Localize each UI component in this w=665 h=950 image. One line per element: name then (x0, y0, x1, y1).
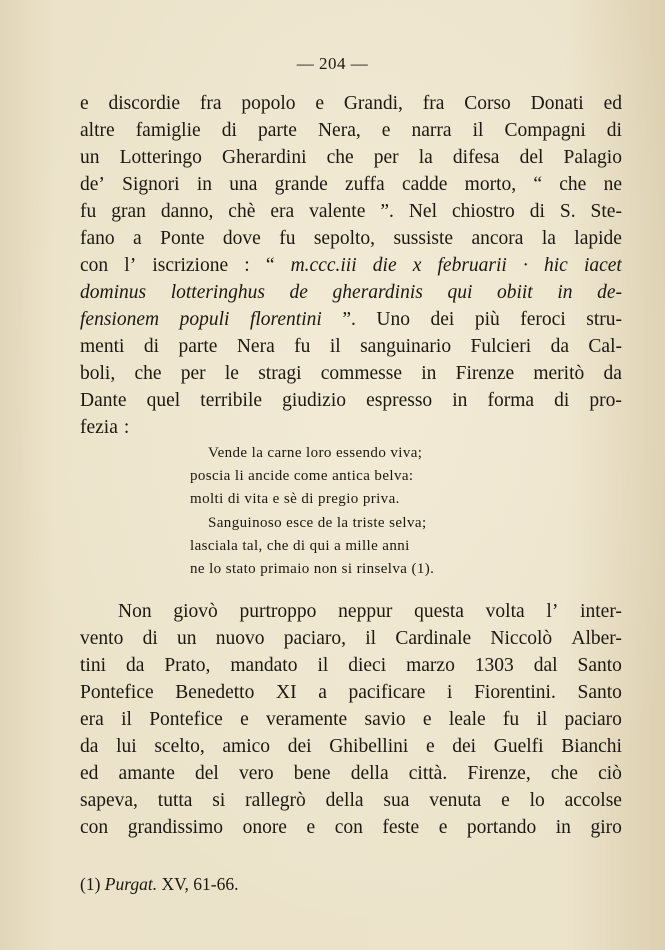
footnote (80, 874, 238, 895)
word: con (334, 817, 363, 838)
word: Corso (464, 93, 511, 114)
word: Pontefice (80, 682, 154, 703)
word: populi (179, 309, 230, 330)
word: parte (257, 120, 297, 141)
word: un (80, 147, 100, 168)
word: februarii (437, 255, 507, 276)
word: portando (466, 817, 537, 838)
text-line (80, 598, 622, 625)
word: qui (447, 282, 473, 303)
word: fu (502, 709, 520, 730)
word: S. (559, 201, 576, 222)
text-line (80, 225, 622, 252)
word: e (381, 120, 391, 141)
text-line (80, 306, 622, 333)
word: dieci (348, 655, 387, 676)
word: feroci (520, 309, 566, 330)
text-line (80, 706, 622, 733)
word: · (522, 255, 528, 276)
word: fra (199, 93, 222, 114)
word: menti (80, 336, 125, 357)
word: di (606, 120, 622, 141)
word: rallegrò (245, 790, 306, 811)
word: sua (383, 790, 410, 811)
word: espresso (366, 390, 433, 411)
verse-line: lasciala tal, che di qui a mille anni (190, 537, 410, 554)
word: inter- (580, 601, 622, 622)
word: pacificare (348, 682, 426, 703)
text-line (80, 414, 622, 441)
word: in (452, 390, 468, 411)
word: stru- (586, 309, 622, 330)
text-line (80, 171, 622, 198)
word: era (80, 709, 104, 730)
word: Guelfi (493, 736, 544, 757)
word: e (438, 817, 448, 838)
word: Nera, (317, 120, 361, 141)
word: i (447, 682, 453, 703)
word: “ (533, 174, 543, 195)
text-line (80, 198, 622, 225)
word: neppur (338, 601, 393, 622)
word: e (422, 709, 432, 730)
word: ”. (342, 309, 356, 330)
word: fezia (80, 417, 118, 438)
text-line (80, 814, 622, 841)
word: de (289, 282, 308, 303)
word: dei (452, 736, 477, 757)
word: narra (411, 120, 452, 141)
verse-quotation (190, 442, 530, 581)
word: veramente (266, 709, 348, 730)
word: ancora (471, 228, 524, 249)
word: Grandi, (343, 93, 403, 114)
word: meritò (533, 363, 585, 384)
word: della (325, 790, 364, 811)
verse-line: Sanguinoso esce de la triste selva; (208, 514, 427, 531)
word: accolse (564, 790, 622, 811)
word: e (425, 736, 435, 757)
footnote-marker: (1) (80, 874, 101, 894)
word: Cardinale (395, 628, 472, 649)
word: marzo (406, 655, 455, 676)
word: questa (414, 601, 464, 622)
word: Nel (408, 201, 437, 222)
text-line (80, 760, 622, 787)
text-line (80, 90, 622, 117)
word: da (80, 736, 99, 757)
footnote-location: XV, 61-66. (161, 874, 239, 894)
word: dal (533, 655, 558, 676)
word: con (80, 255, 109, 276)
word: di (143, 336, 160, 357)
text-line (80, 733, 622, 760)
word: da (603, 363, 622, 384)
word: gherardinis (332, 282, 423, 303)
word: feste (382, 817, 420, 838)
word: giudizio (282, 390, 347, 411)
word: ne (603, 174, 622, 195)
text-line (80, 144, 622, 171)
word: onore (242, 817, 287, 838)
text-line (80, 387, 622, 414)
word: in (196, 174, 213, 195)
word: a (133, 228, 142, 249)
verse-line: molti di vita e sè di pregio priva. (190, 491, 400, 508)
word: Cal- (588, 336, 622, 357)
word: una (229, 174, 258, 195)
word: iscrizione (152, 255, 229, 276)
word: Alber- (571, 628, 622, 649)
word: e (80, 93, 89, 114)
word: in (555, 817, 571, 838)
word: si (212, 790, 226, 811)
word: stragi (258, 363, 302, 384)
word: lo (529, 790, 545, 811)
word: commesse (320, 363, 402, 384)
word: la (541, 228, 556, 249)
word: e (306, 817, 316, 838)
word: fra (422, 93, 445, 114)
word: del (195, 763, 219, 784)
word: ciò (598, 763, 622, 784)
word: dei (430, 309, 455, 330)
word: sepolto, (313, 228, 376, 249)
word: volta (485, 601, 525, 622)
word: de- (597, 282, 622, 303)
word: per (373, 147, 399, 168)
word: in (557, 282, 573, 303)
word: che (559, 174, 587, 195)
word: Fulcieri (470, 336, 532, 357)
word: Ste- (590, 201, 622, 222)
word: Pontefice (149, 709, 223, 730)
word: iacet (583, 255, 622, 276)
word: il (317, 655, 329, 676)
word: il (472, 120, 484, 141)
word: XI (275, 682, 297, 703)
text-line (80, 679, 622, 706)
word: giovò (173, 601, 218, 622)
word: ed (603, 93, 622, 114)
word: m.ccc.iii (290, 255, 357, 276)
word: vero (238, 763, 274, 784)
word: amico (222, 736, 271, 757)
word: de’ (80, 174, 105, 195)
text-line (80, 279, 622, 306)
word: da (550, 336, 569, 357)
paragraph-1 (80, 90, 622, 441)
word: altre (80, 120, 115, 141)
word: fano (80, 228, 115, 249)
word: Firenze, (467, 763, 531, 784)
word: morto, (464, 174, 517, 195)
word: più (474, 309, 500, 330)
word: di (221, 120, 237, 141)
text-line (80, 787, 622, 814)
word: Ponte (160, 228, 205, 249)
word: obiit (496, 282, 533, 303)
word: era (270, 201, 295, 222)
word: 1303 (474, 655, 514, 676)
word: chè (228, 201, 256, 222)
word: Lotteringo (119, 147, 202, 168)
word: il (536, 709, 548, 730)
word: Signori (122, 174, 180, 195)
word: che (550, 763, 578, 784)
word: die (372, 255, 397, 276)
word: Ghibellini (329, 736, 409, 757)
word: che (326, 147, 354, 168)
word: Nera (236, 336, 275, 357)
word: dominus (80, 282, 147, 303)
verse-line: ne lo stato primaio non si rinselva (1). (190, 560, 435, 577)
text-line (80, 252, 622, 279)
word: gran (111, 201, 146, 222)
word: lotteringhus (170, 282, 265, 303)
word: lapide (574, 228, 622, 249)
word: Fiorentini. (474, 682, 556, 703)
word: popolo (241, 93, 296, 114)
word: savio (364, 709, 406, 730)
word: discordie (108, 93, 180, 114)
word: con (80, 817, 109, 838)
word: grande (274, 174, 328, 195)
word: Firenze (455, 363, 515, 384)
word: e (240, 709, 249, 730)
word: grandissimo (127, 817, 224, 838)
word: in (421, 363, 437, 384)
word: Compagni (504, 120, 586, 141)
word: parte (178, 336, 218, 357)
word: tutta (157, 790, 193, 811)
text-line (80, 333, 622, 360)
word: fensionem (80, 309, 160, 330)
word: e (501, 790, 510, 811)
word: Donati (530, 93, 584, 114)
word: x (412, 255, 422, 276)
word: leale (448, 709, 486, 730)
word: Palagio (563, 147, 622, 168)
word: Non (118, 601, 152, 622)
text-line (80, 625, 622, 652)
footnote-reference: Purgat. (104, 874, 158, 894)
word: il (365, 628, 377, 649)
word: di (142, 628, 158, 649)
word: venuta (429, 790, 482, 811)
word: boli, (80, 363, 116, 384)
word: dove (222, 228, 261, 249)
word: chiostro (451, 201, 515, 222)
text-line (80, 117, 622, 144)
word: Uno (376, 309, 410, 330)
word: e (315, 93, 324, 114)
word: a (318, 682, 327, 703)
word: : (123, 417, 130, 438)
word: forma (487, 390, 535, 411)
word: della (350, 763, 389, 784)
word: il (329, 336, 341, 357)
word: Gherardini (222, 147, 307, 168)
text-line (80, 360, 622, 387)
word: scelto, (154, 736, 205, 757)
word: danno, (160, 201, 214, 222)
word: Santo (577, 682, 622, 703)
word: : (244, 255, 250, 276)
word: Benedetto (175, 682, 255, 703)
word: “ (265, 255, 275, 276)
word: fu (294, 336, 311, 357)
word: valente (309, 201, 366, 222)
word: paciaro (564, 709, 622, 730)
verse-line: Vende la carne loro essendo viva; (208, 445, 423, 461)
word: ed (80, 763, 99, 784)
word: la (418, 147, 433, 168)
word: ”. (380, 201, 394, 222)
word: quel (146, 390, 181, 411)
word: l’ (124, 255, 137, 276)
word: sanguinario (360, 336, 452, 357)
word: città. (408, 763, 448, 784)
word: di (554, 390, 570, 411)
word: fu (279, 228, 296, 249)
word: Dante (80, 390, 127, 411)
word: nuovo (215, 628, 265, 649)
word: pro- (589, 390, 622, 411)
word: famiglie (135, 120, 201, 141)
word: mandato (230, 655, 298, 676)
word: bene (293, 763, 331, 784)
word: per (180, 363, 206, 384)
word: sussiste (393, 228, 454, 249)
word: un (177, 628, 197, 649)
word: Bianchi (561, 736, 622, 757)
word: florentini (249, 309, 322, 330)
word: del (519, 147, 544, 168)
word: di (529, 201, 545, 222)
word: tini (80, 655, 107, 676)
word: Niccolò (490, 628, 553, 649)
word: purtroppo (239, 601, 317, 622)
text-line (80, 652, 622, 679)
paragraph-2 (80, 598, 622, 841)
word: difesa (452, 147, 500, 168)
word: amante (118, 763, 175, 784)
word: fu (80, 201, 97, 222)
word: sapeva, (80, 790, 138, 811)
word: hic (543, 255, 568, 276)
word: le (224, 363, 239, 384)
word: Santo (577, 655, 622, 676)
word: dei (287, 736, 312, 757)
word: vento (80, 628, 124, 649)
word: da (125, 655, 145, 676)
verse-line: poscia li ancide come antica belva: (190, 468, 414, 485)
word: Prato, (164, 655, 211, 676)
word: paciaro, (283, 628, 347, 649)
word: il (121, 709, 132, 730)
page-number: — 204 — (296, 54, 369, 73)
word: che (134, 363, 162, 384)
word: lui (116, 736, 137, 757)
word: giro (590, 817, 622, 838)
word: cadde (401, 174, 448, 195)
word: l’ (546, 601, 559, 622)
word: terribile (200, 390, 263, 411)
word: zuffa (344, 174, 385, 195)
